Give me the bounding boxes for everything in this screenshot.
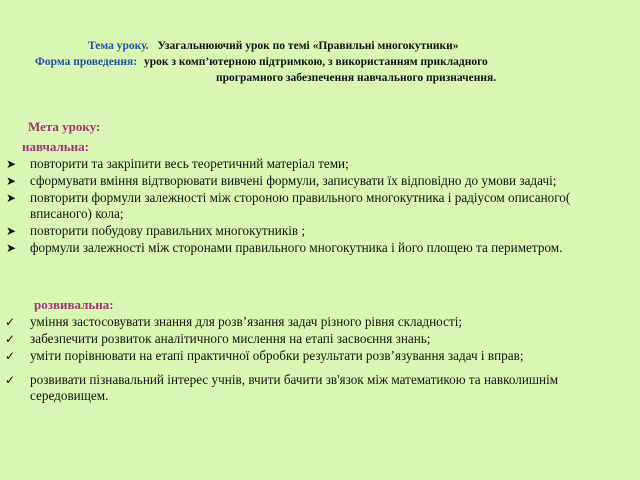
list-item bbox=[0, 156, 620, 172]
list-item-text: повторити та закріпити весь теоретичний матеріал теми; bbox=[30, 156, 349, 171]
arrowhead-bullet-icon: ➤ bbox=[5, 157, 17, 171]
topic-text: Узагальнюючий урок по темі «Правильні многокутники» bbox=[157, 40, 459, 52]
list-item bbox=[0, 173, 620, 189]
arrowhead-bullet-icon: ➤ bbox=[5, 174, 17, 188]
educational-list bbox=[0, 156, 620, 257]
arrowhead-bullet-icon: ➤ bbox=[5, 224, 17, 238]
arrowhead-bullet-icon: ➤ bbox=[5, 241, 17, 255]
list-item bbox=[0, 190, 620, 222]
list-item bbox=[0, 331, 620, 347]
form-text: урок з комп’ютерною підтримкою, з використанням прикладного bbox=[143, 56, 488, 68]
developmental-subheading: розвивальна: bbox=[34, 297, 114, 312]
list-item bbox=[0, 372, 620, 404]
check-bullet-icon: ✓ bbox=[4, 373, 16, 387]
list-item bbox=[0, 348, 620, 364]
list-item-text: розвивати пізнавальний інтерес учнів, вчити бачити зв'язок між математикою та навколишнім середовищем. bbox=[30, 372, 559, 403]
form-text-continued: програмного забезпечення навчального призначення. bbox=[216, 72, 497, 84]
list-item bbox=[0, 240, 620, 256]
list-item-text: уміти порівнювати на етапі практичної обробки результати розв’язування задач і вправ; bbox=[30, 348, 524, 363]
topic-line bbox=[0, 38, 640, 54]
goal-title: Мета уроку: bbox=[28, 119, 101, 134]
check-bullet-icon: ✓ bbox=[4, 315, 16, 329]
arrowhead-bullet-icon: ➤ bbox=[5, 191, 17, 205]
list-item-text: формули залежності між сторонами правильного многокутника і його площею та периметром. bbox=[30, 240, 563, 255]
form-line-continuation bbox=[0, 70, 640, 86]
form-line bbox=[0, 54, 640, 70]
list-item bbox=[0, 314, 620, 330]
list-item-text: сформувати вміння відтворювати вивчені формули, записувати їх відповідно до умови задачі; bbox=[30, 173, 557, 188]
check-bullet-icon: ✓ bbox=[4, 332, 16, 346]
list-item-text: забезпечити розвиток аналітичного мислення на етапі засвоєння знань; bbox=[30, 331, 431, 346]
educational-subheading: навчальна: bbox=[22, 139, 89, 154]
list-item-text: повторити формули залежності між стороною правильного многокутника і радіусом описаного( вписаного) кола; bbox=[30, 190, 571, 221]
check-bullet-icon: ✓ bbox=[4, 349, 16, 363]
form-label: Форма проведення: bbox=[35, 56, 138, 68]
list-item-text: повторити побудову правильних многокутників ; bbox=[30, 223, 306, 238]
developmental-list bbox=[0, 314, 620, 406]
list-item bbox=[0, 223, 620, 239]
topic-label: Тема уроку. bbox=[88, 40, 149, 52]
list-item-text: уміння застосовувати знання для розв’язання задач різного рівня складності; bbox=[30, 314, 463, 329]
lesson-header bbox=[0, 38, 640, 86]
